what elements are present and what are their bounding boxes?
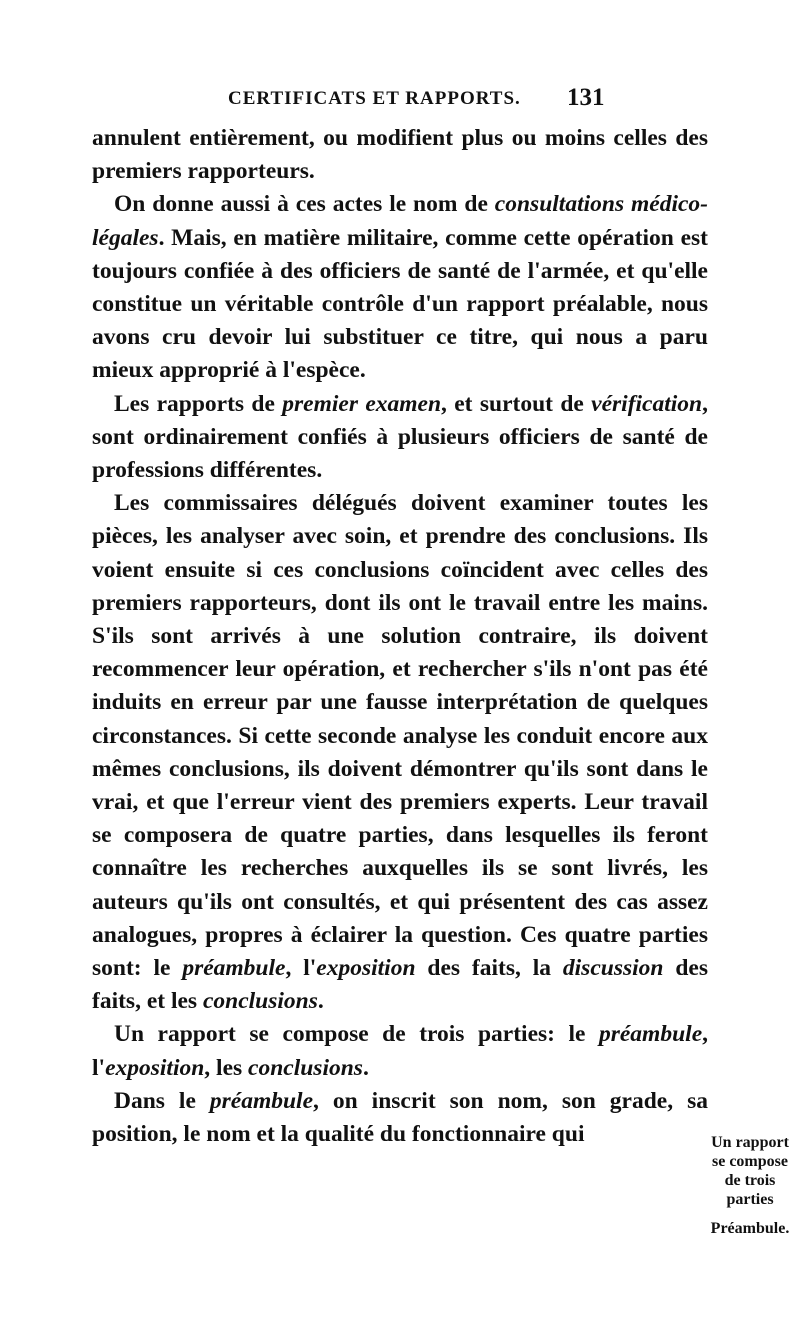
italic-term: conclusions [202, 988, 318, 1015]
paragraph [92, 487, 708, 1018]
italic-term: consultations médico-légales [92, 191, 708, 251]
italic-term: préambule [209, 1087, 314, 1114]
text-run: . [362, 1054, 369, 1081]
text-run: . Mais, en matière militaire, comme cette opération est toujours confiée à des officiers de santé de l'armée, et qu'elle constitue un véritable contrôle d'un rapport préalable, nous avons cru devoir lui substituer ce titre, qui nous a paru mieux approprié à l'espèce. [92, 224, 708, 384]
paragraph [92, 1085, 708, 1151]
paragraph [92, 388, 708, 488]
text-run: , l' [92, 1021, 708, 1081]
text-run: Les commissaires délégués doivent examiner toutes les pièces, les analyser avec soin, et prendre des conclusions. Ils voient ensuite si ces conclusions coïncident avec celles des premiers rapporteurs, dont ils ont le travail entre les mains. S'ils sont arrivés à une solution contraire, ils doivent recommencer leur opération, et rechercher s'ils n'ont pas été induits en erreur par une fausse interprétation de quelques circonstances. Si cette seconde analyse les conduit encore aux mêmes conclusions, ils doivent démontrer qu'ils sont dans le vrai, et que l'erreur vient des premiers experts. Leur travail se composera de quatre parties, dans lesquelles ils feront connaître les recherches auxquelles ils se sont livrés, les auteurs qu'ils ont consultés, et qui présentent des cas assez analogues, propres à éclairer la question. Ces quatre parties sont: le [92, 490, 708, 982]
text-run: Un rapport se compose de trois parties: le [114, 1021, 599, 1048]
italic-term: préambule [182, 955, 286, 982]
paragraph [92, 1018, 708, 1084]
text-run: Les rapports de [114, 390, 283, 417]
text-run: des faits, et les [92, 955, 708, 1015]
page-number: 131 [567, 84, 605, 111]
margin-note-gap [705, 1209, 795, 1219]
italic-term: discussion [562, 955, 664, 982]
running-title: CERTIFICATS ET RAPPORTS. [228, 88, 521, 109]
page-header [0, 84, 800, 114]
text-run: , sont ordinairement confiés à plusieurs officiers de santé de professions différentes. [92, 390, 708, 484]
text-run: . [317, 988, 324, 1015]
text-run: , les [204, 1054, 249, 1081]
paragraph [92, 122, 708, 188]
text-run: annulent entièrement, ou modifient plus ou moins celles des premiers rapporteurs. [92, 125, 708, 185]
italic-term: exposition [316, 955, 416, 982]
italic-term: conclusions [248, 1054, 363, 1081]
text-run: On donne aussi à ces actes le nom de [114, 191, 495, 218]
text-run: des faits, la [415, 955, 563, 982]
text-run: , et surtout de [441, 390, 592, 417]
italic-term: exposition [105, 1054, 205, 1081]
margin-note-line: se compose [712, 1153, 788, 1170]
paragraph [92, 188, 708, 387]
margin-notes [705, 1133, 795, 1238]
italic-term: préambule [598, 1021, 703, 1048]
margin-note-line: Un rapport [711, 1134, 789, 1151]
text-run: , l' [285, 955, 317, 982]
italic-term: vérification [591, 390, 703, 417]
text-run: , on inscrit son nom, son grade, sa position, le nom et la qualité du fonctionnaire qui [92, 1087, 708, 1148]
margin-note-line: de trois parties [724, 1172, 776, 1208]
body-text [92, 122, 708, 1151]
text-run: Dans le [114, 1087, 210, 1114]
italic-term: premier examen [282, 390, 442, 417]
margin-note-line: Préambule. [710, 1220, 790, 1237]
